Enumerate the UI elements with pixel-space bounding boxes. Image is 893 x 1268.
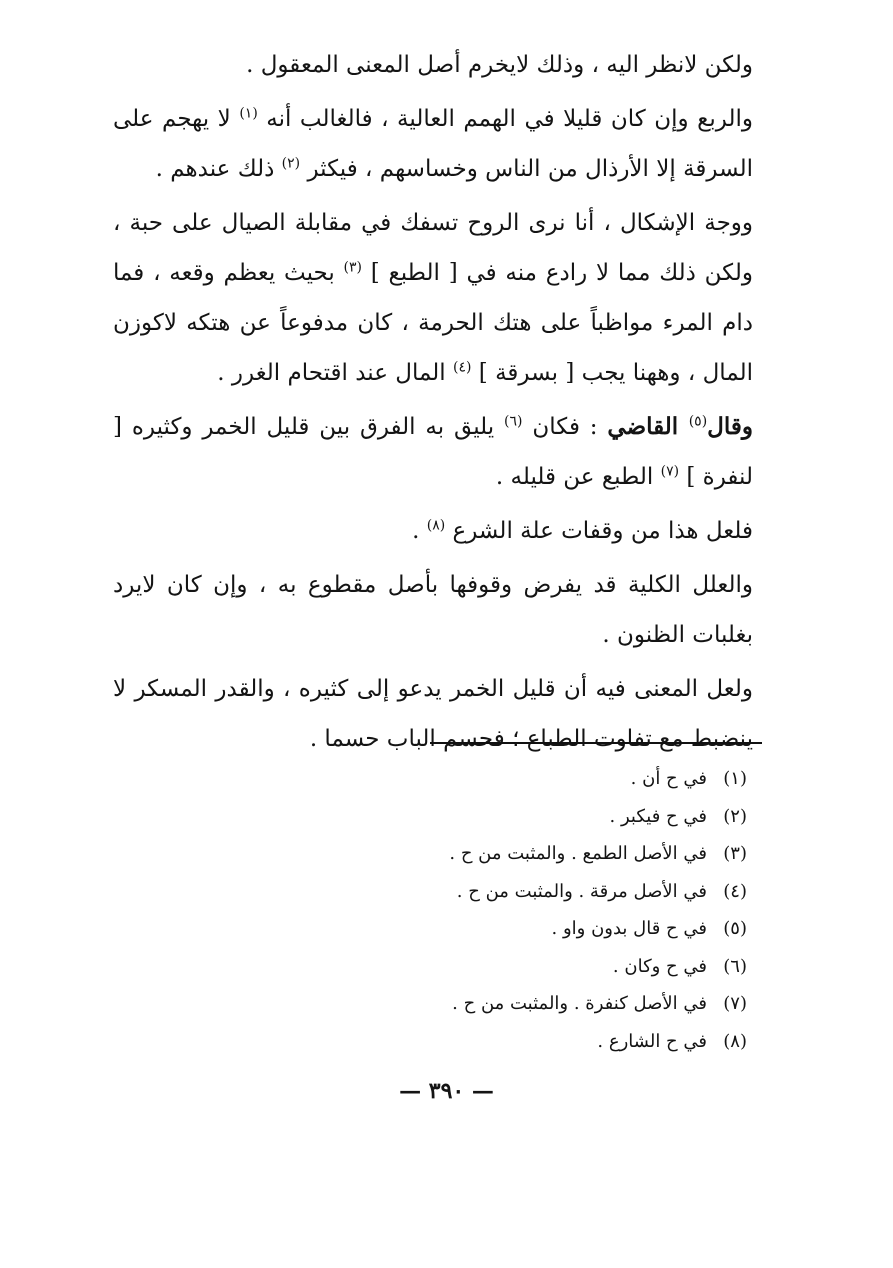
footnote-reference: (٣) xyxy=(343,259,362,276)
footnote-number: (٨) xyxy=(723,1030,747,1052)
text-segment: الطبع عن قليله . xyxy=(495,464,661,490)
footnote-number: (٤) xyxy=(723,880,747,902)
paragraph-7 xyxy=(113,664,753,764)
text-segment: بحيث يعظم وقعه ، فما دام المرء مواظباً على هتك الحرمة ، كان مدفوعاً عن هتكه لاكوزن المال ، وههنا يجب [ بسرقة ] xyxy=(113,260,753,386)
text-segment: والربع وإن كان قليلا في الهمم العالية ، فالغالب أنه xyxy=(257,106,753,132)
text-segment: : فكان xyxy=(522,414,608,440)
paragraph-4 xyxy=(113,402,753,502)
footnote-item xyxy=(327,985,747,1023)
text-segment: . xyxy=(412,518,427,544)
bold-text: وقال xyxy=(707,413,753,440)
footnote-text: في ح أن . xyxy=(630,768,707,789)
footnote-reference: (١) xyxy=(239,105,258,122)
paragraph-3 xyxy=(113,198,753,398)
footnote-item xyxy=(327,910,747,948)
footnote-text: في ح وكان . xyxy=(612,955,707,977)
footnote-number: (١) xyxy=(723,768,747,789)
footnote-item xyxy=(327,948,747,986)
footnote-item xyxy=(327,835,747,873)
text-segment: يليق به الفرق بين قليل الخمر وكثيره [ لنفرة ] xyxy=(113,414,753,490)
footnote-number: (٦) xyxy=(723,955,747,977)
footnote-divider xyxy=(430,742,762,744)
footnote-number: (٥) xyxy=(723,918,747,939)
paragraph-1 xyxy=(113,40,753,90)
footnote-item xyxy=(327,873,747,911)
footnote-text: في ح الشارع . xyxy=(597,1030,707,1052)
paragraph-5 xyxy=(113,506,753,556)
footnote-reference: (٢) xyxy=(281,155,301,172)
footnote-item xyxy=(327,760,747,798)
paragraph-6 xyxy=(113,560,753,660)
footnote-text: في ح فيكبر . xyxy=(609,805,707,827)
footnote-reference: (٨) xyxy=(426,517,446,534)
paragraph-2 xyxy=(113,94,753,194)
footnote-text: في الأصل الطمع . والمثبت من ح . xyxy=(449,843,707,864)
bold-text: القاضي xyxy=(607,413,689,440)
footnote-item xyxy=(327,1023,747,1061)
text-segment: ولعل المعنى فيه أن قليل الخمر يدعو إلى كثيره ، والقدر المسكر لا ينضبط مع تفاوت الطباع ؛ فحسم الباب حسما . xyxy=(113,676,753,752)
footnote-text: في الأصل مرقة . والمثبت من ح . xyxy=(456,880,707,902)
text-segment: فلعل هذا من وقفات علة الشرع xyxy=(445,518,753,544)
text-segment: ووجة الإشكال ، أنا نرى الروح تسفك في مقابلة الصيال على حبة ، ولكن ذلك مما لا رادع منه في [ الطبع ] xyxy=(113,210,753,286)
page-number: — ٣٩٠ — xyxy=(399,1078,494,1104)
footnote-reference: (٤) xyxy=(453,359,472,376)
footnote-reference: (٦) xyxy=(504,413,523,430)
footnote-number: (٧) xyxy=(723,993,747,1014)
footnote-text: في الأصل كنفرة . والمثبت من ح . xyxy=(452,993,707,1014)
footnote-text: في ح قال بدون واو . xyxy=(551,918,707,939)
text-segment: لا يهجم على السرقة إلا الأرذال من الناس وخساسهم ، فيكثر xyxy=(113,106,753,182)
text-segment: والعلل الكلية قد يفرض وقوفها بأصل مقطوع به ، وإن كان لايرد بغلبات الظنون . xyxy=(113,572,753,648)
footnote-number: (٢) xyxy=(723,805,747,827)
text-segment: ولكن لانظر اليه ، وذلك لايخرم أصل المعنى المعقول . xyxy=(246,52,753,78)
footnotes-list xyxy=(327,760,747,1060)
footnote-reference: (٧) xyxy=(660,463,680,480)
footnote-reference: (٥) xyxy=(688,413,708,430)
main-text xyxy=(113,40,753,764)
footnote-item xyxy=(327,798,747,836)
text-segment: ذلك عندهم . xyxy=(155,156,282,182)
text-segment: المال عند اقتحام الغرر . xyxy=(217,360,454,386)
footnote-number: (٣) xyxy=(723,843,747,864)
